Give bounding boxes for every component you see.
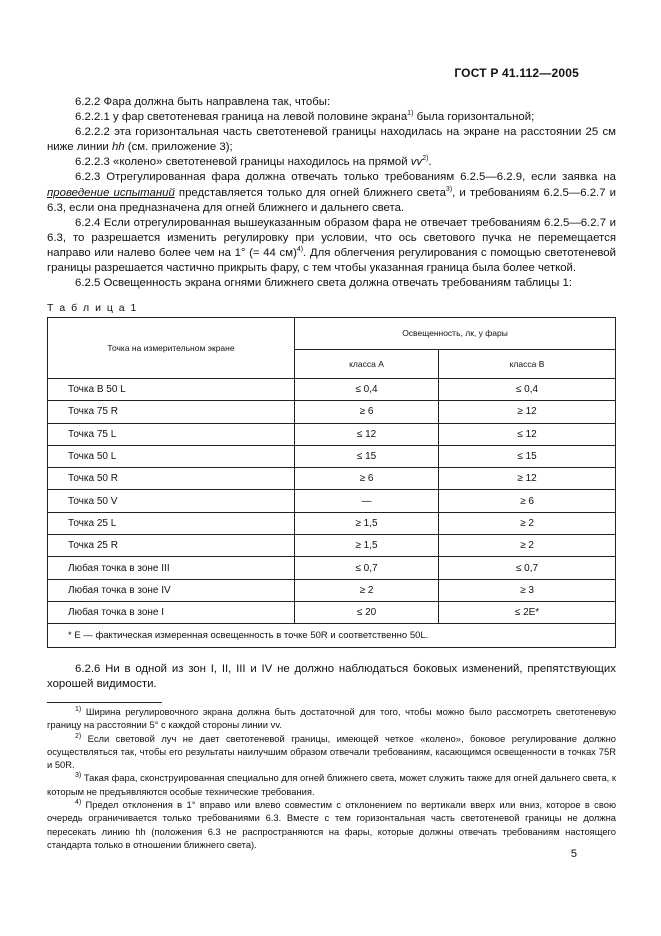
table-row bbox=[48, 401, 616, 423]
header-class-a: класса A bbox=[295, 349, 439, 378]
table-row bbox=[48, 512, 616, 534]
cell-point: Точка B 50 L bbox=[48, 379, 295, 401]
header-class-b: класса B bbox=[439, 349, 616, 378]
paragraph-6-2-4: 6.2.4 Если отрегулированная вышеуказанным образом фара не отвечает требованиям 6.2.5—6.2.7 и 6.3, то разрешается изменить регулировку при условии, что ось светового пучка не перемещается направо или налево более чем на 1° (= 44 см)$^{4)}$. Для облегчения регулирования с помощью светотеневой границы разрешается частично прикрыть фару, с тем чтобы указанная граница была более четкой. bbox=[47, 216, 616, 275]
table-row bbox=[48, 423, 616, 445]
paragraph-6-2-6: 6.2.6 Ни в одной из зон I, II, III и IV не должно наблюдаться боковых изменений, препятствующих хорошей видимости. bbox=[47, 663, 616, 691]
footnote-ref-3: 3) bbox=[445, 185, 453, 193]
header-point: Точка на измерительном экране bbox=[48, 318, 295, 379]
section-6-2 bbox=[47, 95, 616, 291]
cell-class-b: ≥ 3 bbox=[439, 579, 616, 601]
cell-point: Любая точка в зоне III bbox=[48, 557, 295, 579]
footnote-4: $^{4)}$ Предел отклонения в 1° вправо или влево совместим с отклонением по вертикали вверх или вниз, которое в свою очередь ограничивается только требованиями 6.3. Вместе с тем горизонтальная часть светотеневой границы не должна пересекать линию hh (положения 6.3 не распространяются на фары, которые должны отвечать требованиям настоящего стандарта только в отношении ближнего света). bbox=[47, 798, 616, 850]
cell-point: Точка 25 L bbox=[48, 512, 295, 534]
cell-class-a: ≥ 6 bbox=[295, 468, 439, 490]
cell-class-b: ≤ 15 bbox=[439, 445, 616, 467]
paragraph-6-2-2-3: 6.2.2.3 «колено» светотеневой границы находилось на прямой $vv^{2)}$. bbox=[75, 155, 432, 169]
cell-class-b: ≥ 2 bbox=[439, 535, 616, 557]
table-caption: Т а б л и ц а 1 bbox=[47, 302, 138, 314]
footnotes bbox=[47, 705, 616, 851]
cell-class-a: ≤ 20 bbox=[295, 601, 439, 623]
cell-class-b: ≥ 12 bbox=[439, 468, 616, 490]
footnote-1: $^{1)}$ Ширина регулировочного экрана должна быть достаточной для того, чтобы можно было рассмотреть светотеневую границу на расстоянии 5° с каждой стороны линии vv. bbox=[47, 705, 616, 731]
paragraph-6-2-2: 6.2.2 Фара должна быть направлена так, чтобы: bbox=[75, 96, 331, 108]
paragraph-6-2-5: 6.2.5 Освещенность экрана огнями ближнего света должна отвечать требованиям таблицы 1: bbox=[75, 277, 573, 290]
table-row bbox=[48, 579, 616, 601]
table-row bbox=[48, 601, 616, 623]
cell-class-a: ≤ 15 bbox=[295, 445, 439, 467]
cell-class-a: ≤ 0,4 bbox=[295, 379, 439, 401]
cell-class-b: ≥ 2 bbox=[439, 512, 616, 534]
cell-point: Любая точка в зоне IV bbox=[48, 579, 295, 601]
cell-point: Точка 50 R bbox=[48, 468, 295, 490]
cell-point: Любая точка в зоне I bbox=[48, 601, 295, 623]
cell-class-b: ≤ 2E* bbox=[439, 601, 616, 623]
cell-class-a: ≥ 6 bbox=[295, 401, 439, 423]
header-illuminance: Освещенность, лк, у фары bbox=[295, 318, 616, 350]
footnote-ref-1: 1) bbox=[407, 110, 414, 118]
cell-point: Точка 25 R bbox=[48, 535, 295, 557]
paragraph-6-2-2-2: 6.2.2.2 эта горизонтальная часть светотеневой границы находилась на экране на расстоянии 25 см ниже линии hh (см. приложение 3); bbox=[47, 126, 616, 154]
table-row bbox=[48, 557, 616, 579]
table-row bbox=[48, 490, 616, 512]
table-row bbox=[48, 468, 616, 490]
footnote-ref-4: 4) bbox=[296, 246, 304, 254]
cell-class-a: ≤ 0,7 bbox=[295, 557, 439, 579]
cell-class-a: ≥ 2 bbox=[295, 579, 439, 601]
footnote-3: $^{3)}$ Такая фара, сконструированная специально для огней ближнего света, может служить также для огней дальнего света, к которым не предъявляются особые технические требования. bbox=[47, 772, 616, 797]
page-header-standard: ГОСТ Р 41.112—2005 bbox=[454, 66, 579, 80]
cell-class-a: ≥ 1,5 bbox=[295, 512, 439, 534]
cell-class-b: ≤ 0,7 bbox=[439, 557, 616, 579]
cell-point: Точка 50 V bbox=[48, 490, 295, 512]
cell-point: Точка 50 L bbox=[48, 445, 295, 467]
table-row bbox=[48, 535, 616, 557]
table-row bbox=[48, 379, 616, 401]
table-note: * E — фактическая измеренная освещенность в точке 50R и соответственно 50L. bbox=[48, 624, 616, 648]
cell-point: Точка 75 R bbox=[48, 401, 295, 423]
paragraph-6-2-2-1: 6.2.2.1 у фар светотеневая граница на левой половине экрана$^{1)}$ была горизонтальной; bbox=[75, 110, 535, 124]
page-number: 5 bbox=[570, 848, 577, 860]
paragraph-6-2-3: 6.2.3 Отрегулированная фара должна отвечать только требованиям 6.2.5—6.2.9, если заявка на проведение испытаний представляется только для огней ближнего света$^{3)}$, и требованиям 6.2.5—6.2.7 и 6.3, если она предназначена для огней ближнего и дальнего света. bbox=[47, 171, 617, 214]
cell-class-b: ≤ 0,4 bbox=[439, 379, 616, 401]
footnote-ref-2: 2) bbox=[422, 155, 429, 163]
cell-class-a: ≤ 12 bbox=[295, 423, 439, 445]
cell-class-a: ≥ 1,5 bbox=[295, 535, 439, 557]
cell-class-b: ≤ 12 bbox=[439, 423, 616, 445]
cell-class-b: ≥ 6 bbox=[439, 490, 616, 512]
illuminance-table bbox=[47, 317, 616, 648]
table-row bbox=[48, 445, 616, 467]
cell-class-b: ≥ 12 bbox=[439, 401, 616, 423]
cell-point: Точка 75 L bbox=[48, 423, 295, 445]
footnote-divider bbox=[47, 702, 162, 703]
cell-class-a: — bbox=[295, 490, 439, 512]
footnote-2: $^{2)}$ Если световой луч не дает светотеневой границы, имеющей четкое «колено», боковое регулирование должно осуществляться так, чтобы его результаты наилучшим образом отвечали требованиям, касающимся освещенности в точках 75R и 50R. bbox=[47, 732, 616, 771]
